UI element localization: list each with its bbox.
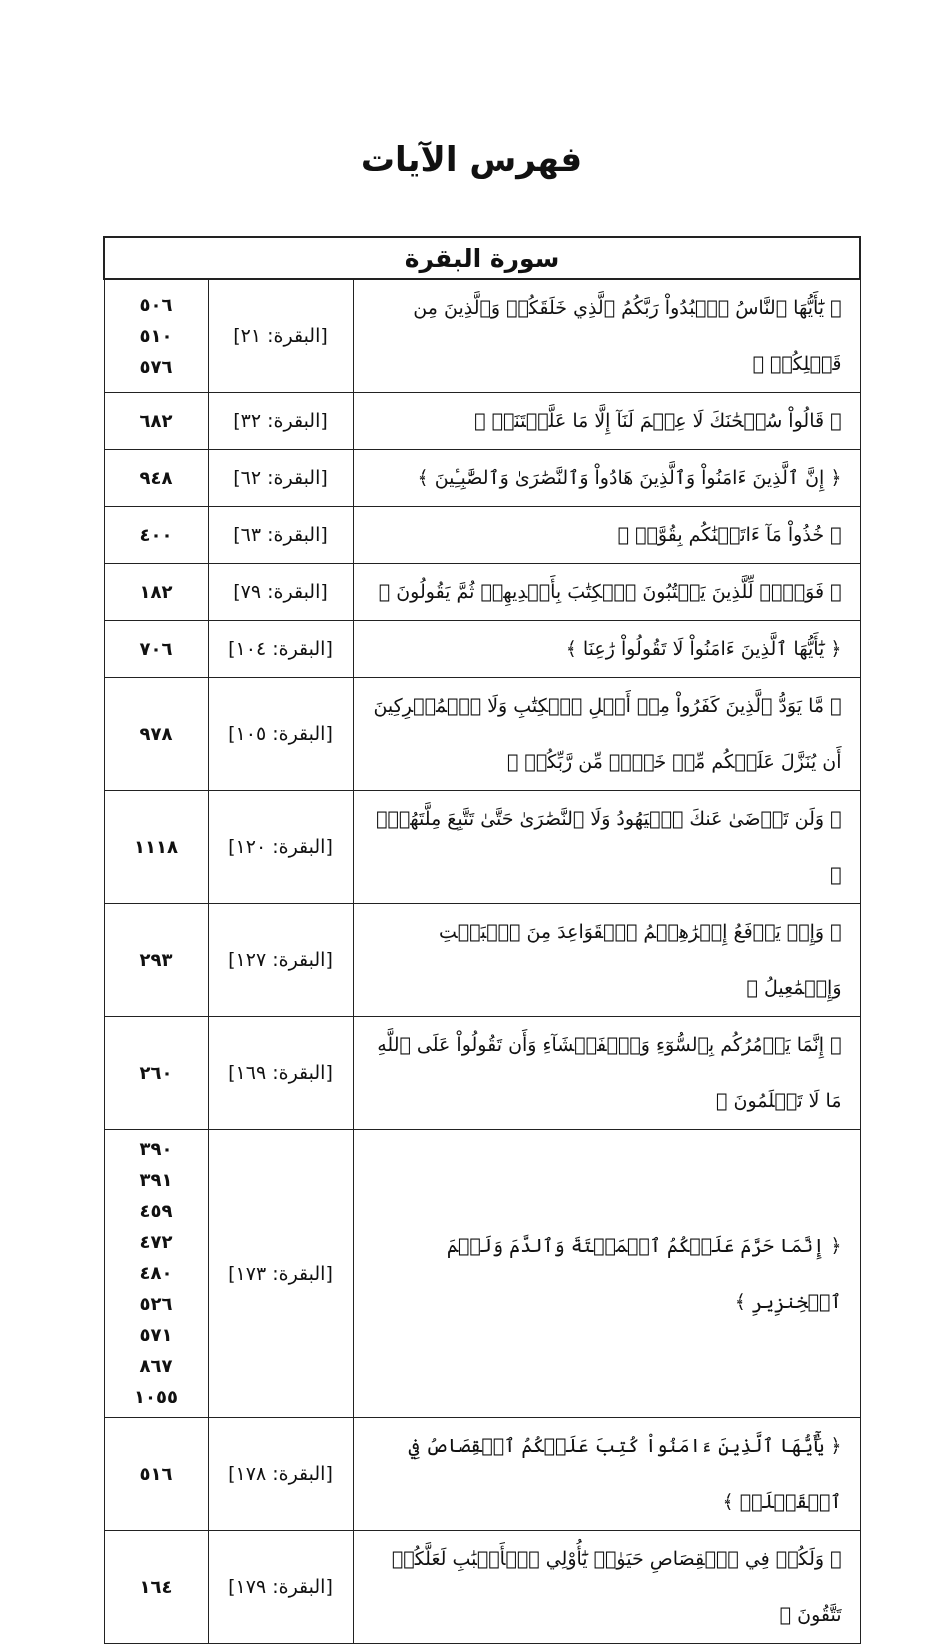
- verse-text: ﴿ وَلَن تَرۡضَىٰ عَنكَ ٱلۡيَهُودُ وَلَا ٱلنَّصَٰرَىٰ حَتَّىٰ تَتَّبِعَ مِلَّتَهُمۡۗ ﴾: [353, 791, 860, 904]
- verse-text: ﴿ وَلَكُمۡ فِي ٱلۡقِصَاصِ حَيَوٰةٞ يَٰٓأُوْلِي ٱلۡأَلۡبَٰبِ لَعَلَّكُمۡ تَتَّقُونَ ﴾: [353, 1531, 860, 1644]
- table-row: [104, 393, 860, 450]
- verse-index-table: [103, 236, 861, 1644]
- page-title: فهرس الآيات: [360, 140, 583, 180]
- page-number: ٧٠٦: [139, 638, 173, 660]
- table-row: [104, 904, 860, 1017]
- page-numbers: [104, 791, 208, 904]
- surah-name: سورة البقرة: [104, 237, 860, 279]
- page-numbers: [104, 279, 208, 393]
- table-row: [104, 507, 860, 564]
- page-numbers: [104, 621, 208, 678]
- verse-text: ﴿ إِنَّمَا حَرَّمَ عَلَيۡكُمُ ٱلۡمَيۡتَةَ وَٱلدَّمَ وَلَحۡمَ ٱلۡخِنزِيرِ ﴾: [353, 1130, 860, 1418]
- page-number: ٣٩١: [139, 1170, 173, 1191]
- table-row: [104, 678, 860, 791]
- verse-text: ﴿ يَٰٓأَيُّهَا ٱلَّذِينَ ءَامَنُواْ لَا تَقُولُواْ رَٰعِنَا ﴾: [353, 621, 860, 678]
- verse-text: ﴿ إِنَّمَا يَأۡمُرُكُم بِٱلسُّوٓءِ وَٱلۡفَحۡشَآءِ وَأَن تَقُولُواْ عَلَى ٱللَّهِ مَا لَا تَعۡلَمُونَ ﴾: [353, 1017, 860, 1130]
- page-number: ٩٧٨: [139, 723, 173, 745]
- page-number: ٩٤٨: [139, 467, 173, 489]
- page-numbers: [104, 564, 208, 621]
- verse-reference: [البقرة: ١٧٣]: [208, 1130, 353, 1418]
- page-number: ٤٨٠: [139, 1263, 173, 1284]
- page-numbers: [104, 1130, 208, 1418]
- page-number: ٥٧٦: [139, 356, 173, 378]
- page-numbers: [104, 450, 208, 507]
- page-number: ٨٦٧: [139, 1356, 173, 1377]
- verse-text: ﴿ قَالُواْ سُبۡحَٰنَكَ لَا عِلۡمَ لَنَآ إِلَّا مَا عَلَّمۡتَنَآۖ ﴾: [353, 393, 860, 450]
- page-number: ١٠٥٥: [134, 1387, 178, 1408]
- verse-reference: [البقرة: ١٠٥]: [208, 678, 353, 791]
- page-numbers: [104, 507, 208, 564]
- verse-reference: [البقرة: ٦٢]: [208, 450, 353, 507]
- page-numbers: [104, 904, 208, 1017]
- page-number: ١٦٤: [139, 1576, 173, 1598]
- verse-text: ﴿ مَّا يَوَدُّ ٱلَّذِينَ كَفَرُواْ مِنۡ أَهۡلِ ٱلۡكِتَٰبِ وَلَا ٱلۡمُشۡرِكِينَ أَن يُنَزَّلَ عَلَيۡكُم مِّنۡ خَيۡرٖ مِّن رَّبِّكُمۡ ﴾: [353, 678, 860, 791]
- page-number: ٥١٦: [139, 1463, 173, 1485]
- page-number: ٥٢٦: [139, 1294, 173, 1315]
- table-row: [104, 1130, 860, 1418]
- page-number: ٥١٠: [139, 325, 173, 347]
- verse-reference: [البقرة: ١٧٩]: [208, 1531, 353, 1644]
- verse-text: ﴿ يَٰٓأَيُّهَا ٱلَّذِينَ ءَامَنُواْ كُتِبَ عَلَيۡكُمُ ٱلۡقِصَاصُ فِي ٱلۡقَتۡلَىۖ ﴾: [353, 1418, 860, 1531]
- verse-reference: [البقرة: ١٦٩]: [208, 1017, 353, 1130]
- verse-reference: [البقرة: ٧٩]: [208, 564, 353, 621]
- verse-reference: [البقرة: ١٢٧]: [208, 904, 353, 1017]
- verse-text: ﴿ فَوَيۡلٞ لِّلَّذِينَ يَكۡتُبُونَ ٱلۡكِتَٰبَ بِأَيۡدِيهِمۡ ثُمَّ يَقُولُونَ ﴾: [353, 564, 860, 621]
- page-number: ٤٥٩: [139, 1201, 173, 1222]
- page-number: ٢٦٠: [139, 1062, 173, 1084]
- table-row: [104, 791, 860, 904]
- table-row: [104, 1531, 860, 1644]
- surah-header-row: [104, 237, 860, 279]
- page-number: ٤٧٢: [139, 1232, 173, 1253]
- verse-reference: [البقرة: ١٧٨]: [208, 1418, 353, 1531]
- page-numbers: [104, 678, 208, 791]
- page-numbers: [104, 1418, 208, 1531]
- page-numbers: [104, 1017, 208, 1130]
- page-number: ٤٠٠: [139, 524, 173, 546]
- table-row: [104, 279, 860, 393]
- verse-reference: [البقرة: ١٢٠]: [208, 791, 353, 904]
- page-number: ٥٧١: [139, 1325, 173, 1346]
- page-numbers: [104, 393, 208, 450]
- verse-reference: [البقرة: ٦٣]: [208, 507, 353, 564]
- verse-text: ﴿ يَٰٓأَيُّهَا ٱلنَّاسُ ٱعۡبُدُواْ رَبَّكُمُ ٱلَّذِي خَلَقَكُمۡ وَٱلَّذِينَ مِن قَبۡلِكُمۡ ﴾: [353, 279, 860, 393]
- verse-reference: [البقرة: ١٠٤]: [208, 621, 353, 678]
- verse-reference: [البقرة: ٣٢]: [208, 393, 353, 450]
- verse-text: ﴿ خُذُواْ مَآ ءَاتَيۡنَٰكُم بِقُوَّةٖ ﴾: [353, 507, 860, 564]
- verse-text: ﴿ إِنَّ ٱلَّذِينَ ءَامَنُواْ وَٱلَّذِينَ هَادُواْ وَٱلنَّصَٰرَىٰ وَٱلصَّٰبِـِٔينَ ﴾: [353, 450, 860, 507]
- table-row: [104, 1017, 860, 1130]
- page-number: ٦٨٢: [139, 410, 173, 432]
- table-row: [104, 450, 860, 507]
- page-number: ٢٩٣: [139, 949, 173, 971]
- table-row: [104, 621, 860, 678]
- verse-reference: [البقرة: ٢١]: [208, 279, 353, 393]
- page-number: ٣٩٠: [139, 1139, 173, 1160]
- page-numbers: [104, 1531, 208, 1644]
- page-number: ١١١٨: [134, 836, 178, 858]
- page-number: ١٨٢: [139, 581, 173, 603]
- table-row: [104, 1418, 860, 1531]
- verse-text: ﴿ وَإِذۡ يَرۡفَعُ إِبۡرَٰهِـۧمُ ٱلۡقَوَاعِدَ مِنَ ٱلۡبَيۡتِ وَإِسۡمَٰعِيلُ ﴾: [353, 904, 860, 1017]
- page-number: ٥٠٦: [139, 294, 173, 316]
- table-row: [104, 564, 860, 621]
